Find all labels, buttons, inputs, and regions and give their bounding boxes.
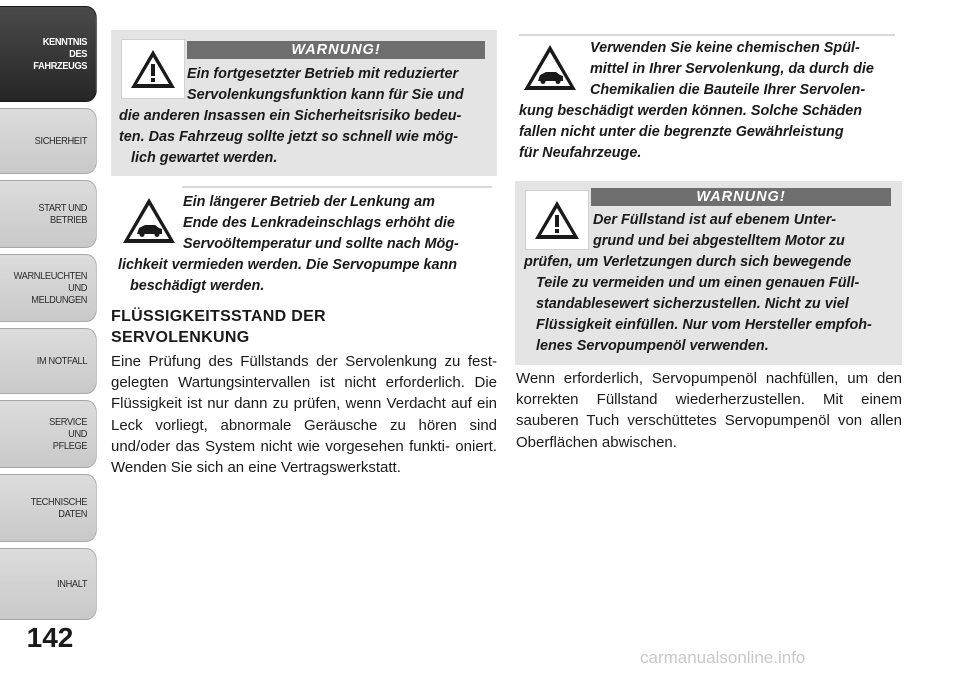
watermark: carmanualsonline.info — [640, 648, 806, 667]
warning-banner: WARNUNG! — [187, 41, 485, 59]
warning-line: prüfen, um Verletzungen durch sich bewegende — [524, 254, 852, 270]
warning-line: Flüssigkeit einfüllen. Nur vom Hersteller empfoh- — [536, 317, 872, 333]
section-heading — [111, 306, 501, 348]
caution-text-indented — [183, 192, 492, 255]
tab-inhalt[interactable] — [0, 548, 97, 620]
warning-box-power-steering — [111, 30, 497, 176]
page-number: 142 — [26, 622, 74, 653]
caution-line: Verwenden Sie keine chemischen Spül- — [590, 40, 860, 56]
warning-icon-frame — [525, 190, 589, 250]
tab-label-line: WARNLEUCHTEN — [13, 270, 88, 282]
caution-line: fallen nicht unter die begrenzte Gewährleistung — [519, 124, 844, 140]
tab-label-line: IM NOTFALL — [36, 355, 88, 367]
warning-text-indented — [187, 64, 489, 106]
warning-line: ten. Das Fahrzeug sollte jetzt so schnell wie mög- — [119, 129, 459, 145]
tab-label-line: SICHERHEIT — [34, 135, 88, 147]
tab-warnleuchten-und-meldungen[interactable] — [0, 254, 97, 322]
tab-label-line: FAHRZEUGS — [33, 60, 88, 72]
tab-label-line: INHALT — [57, 578, 88, 590]
caution-line: kung beschädigt werden können. Solche Schäden — [519, 103, 863, 119]
tab-service-und-pflege[interactable] — [0, 400, 97, 468]
tab-start-und-betrieb[interactable] — [0, 180, 97, 248]
warning-line: Servolenkungsfunktion kann für Sie und — [187, 87, 464, 103]
caution-line: beschädigt werden. — [130, 278, 265, 294]
tab-label-line: DATEN — [58, 508, 88, 520]
tab-sicherheit[interactable] — [0, 108, 97, 174]
warning-triangle-icon — [129, 48, 177, 90]
tab-kenntnis-des-fahrzeugs[interactable] — [0, 6, 97, 102]
section-body: Eine Prüfung des Füllstands der Servolenkung zu fest- gelegten Wartungsintervallen ist nicht erforderlich. Die Flüssigkeit ist nur dann zu prüfen, wenn Verdacht auf ein Leck vorliegt, abnormale Geräusche zu hören sind und/oder das System nicht wie vorgesehen funkti- oniert. Wenden Sie sich an eine Vertragswerkstatt. — [111, 353, 497, 477]
warning-line: lich gewartet werden. — [131, 150, 278, 166]
warning2-text-indented — [593, 210, 893, 252]
caution-rule — [182, 186, 492, 190]
heading-line: FLÜSSIGKEITSSTAND DER — [111, 308, 326, 325]
tab-label-line: SERVICE — [49, 416, 88, 428]
car-caution-triangle-icon — [522, 43, 578, 93]
caution-line: Ende des Lenkradeinschlags erhöht die — [183, 215, 455, 231]
caution-line: für Neufahrzeuge. — [519, 145, 642, 161]
warning-line: die anderen Insassen ein Sicherheitsrisiko bedeu- — [119, 108, 462, 124]
tab-label-line: START UND — [38, 202, 88, 214]
heading-line: SERVOLENKUNG — [111, 329, 250, 346]
caution-line: Ein längerer Betrieb der Lenkung am — [183, 194, 435, 210]
tab-label-line: DES — [69, 48, 88, 60]
tab-label-line: MELDUNGEN — [31, 294, 88, 306]
refill-body: Wenn erforderlich, Servopumpenöl nachfüllen, um den korrekten Füllstand wiederherzustellen. Mit einem sauberen Tuch verschüttetes Servopumpenöl von allen Oberflächen abwischen. — [516, 370, 902, 451]
tab-label-line: KENNTNIS — [42, 36, 88, 48]
chapter-tabs — [0, 0, 100, 678]
caution-icon-frame — [118, 194, 180, 248]
car-caution-triangle-icon — [121, 196, 177, 246]
warning2-text-full — [524, 252, 894, 357]
tab-label-line: UND — [68, 282, 88, 294]
caution-line: Chemikalien die Bauteile Ihrer Servolen- — [590, 82, 866, 98]
tab-im-notfall[interactable] — [0, 328, 97, 394]
tab-label-line: TECHNISCHE — [30, 496, 88, 508]
warning-line: Teile zu vermeiden und um einen genauen Füll- — [536, 275, 860, 291]
warning-line: grund und bei abgestelltem Motor zu — [593, 233, 845, 249]
warning-line: Ein fortgesetzter Betrieb mit reduzierter — [187, 66, 459, 82]
caution2-text-indented — [590, 38, 896, 101]
caution-line: lichkeit vermieden werden. Die Servopumpe kann — [118, 257, 458, 273]
tab-label-line: BETRIEB — [50, 214, 88, 226]
warning-box-fill-level — [515, 181, 902, 365]
warning-banner: WARNUNG! — [591, 188, 891, 206]
tab-technische-daten[interactable] — [0, 474, 97, 542]
warning-line: Der Füllstand ist auf ebenem Unter- — [593, 212, 837, 228]
warning-triangle-icon — [533, 199, 581, 241]
tab-label-line: PFLEGE — [52, 440, 88, 452]
caution-line: Servoöltemperatur und sollte nach Mög- — [183, 236, 459, 252]
caution-line: mittel in Ihrer Servolenkung, da durch die — [590, 61, 874, 77]
caution2-text-full — [519, 101, 896, 164]
tab-label-line: UND — [68, 428, 88, 440]
caution-text-full — [118, 255, 492, 297]
warning-line: lenes Servopumpenöl verwenden. — [536, 338, 769, 354]
warning-line: standablesewert sicherzustellen. Nicht zu viel — [536, 296, 849, 312]
warning-text-full — [119, 106, 491, 169]
caution-icon-frame — [519, 40, 581, 96]
warning-icon-frame — [121, 39, 185, 99]
